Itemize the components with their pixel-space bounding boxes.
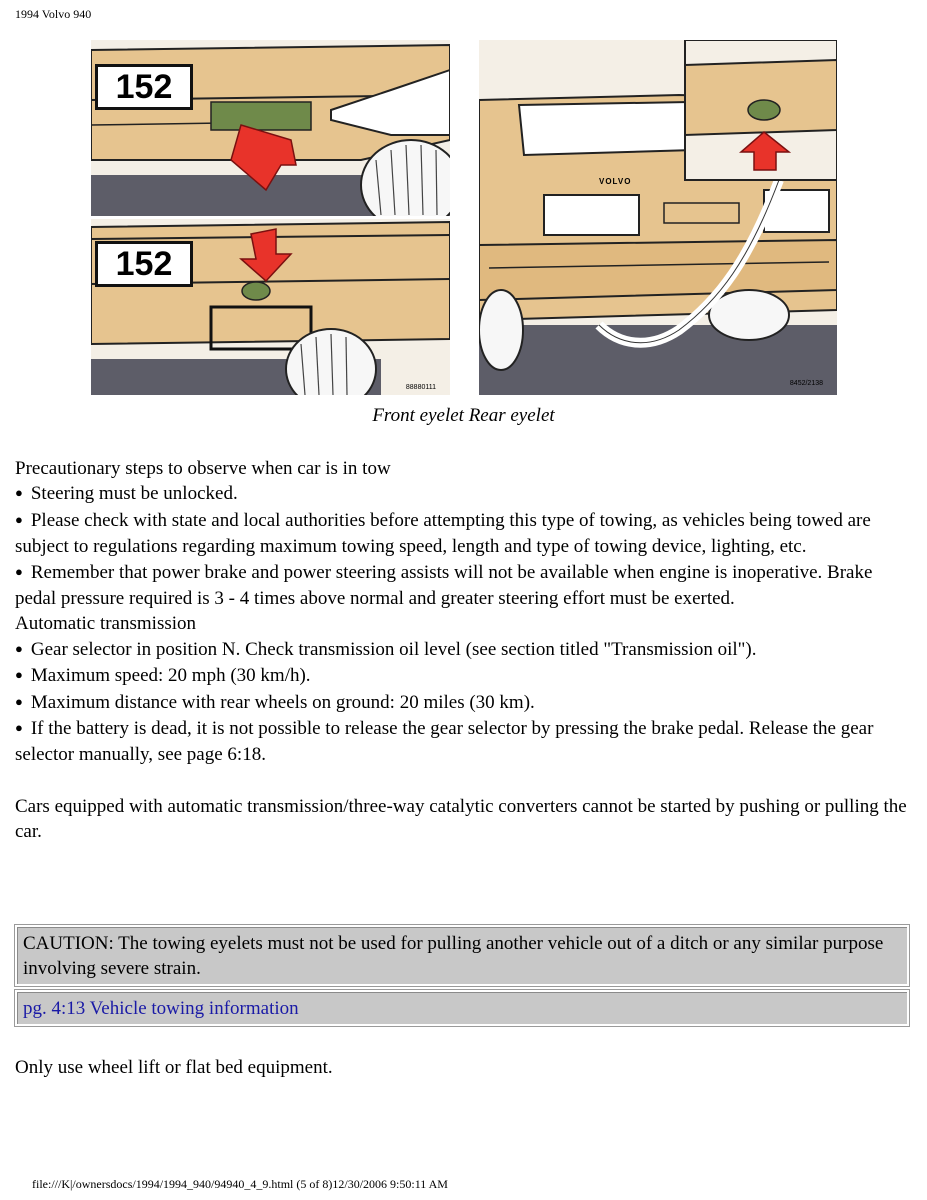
page-header: 1994 Volvo 940 (15, 7, 92, 21)
list-item: ● Please check with state and local authorities before attempting this type of towing, as vehicles being towed are subject to regulations regarding maximum towing speed, length and type of towing device, lighting, etc. (15, 508, 915, 560)
page-footer: file:///K|/ownersdocs/1994/1994_940/94940_4_9.html (5 of 8)12/30/2006 9:50:11 AM (32, 1177, 448, 1191)
front-eyelet-illustration-bottom (91, 219, 450, 395)
list-item: ● Steering must be unlocked. (15, 481, 915, 507)
list-item: ● Gear selector in position N. Check transmission oil level (see section titled "Transmission oil"). (15, 637, 915, 663)
caution-box (15, 925, 909, 986)
note-paragraph: Cars equipped with automatic transmission/three-way catalytic converters cannot be started by pushing or pulling the car. (15, 795, 907, 843)
towing-instructions (15, 456, 915, 845)
license-plate: 152 (95, 241, 193, 287)
list-item: ● Maximum speed: 20 mph (30 km/h). (15, 663, 915, 689)
list-item: ● If the battery is dead, it is not possible to release the gear selector by pressing the brake pedal. Release the gear selector manually, see page 6:18. (15, 716, 915, 768)
figure-code-rear: 8452/2138 (789, 380, 823, 387)
rear-eyelet-illustration (479, 40, 837, 395)
caution-text: CAUTION: The towing eyelets must not be used for pulling another vehicle out of a ditch or any similar purpose involving severe strain. (23, 933, 884, 980)
list-item: ● Remember that power brake and power steering assists will not be available when engine is inoperative. Brake pedal pressure required is 3 - 4 times above normal and greater steering effort must be exerted. (15, 560, 915, 612)
figure-caption: Front eyelet Rear eyelet (372, 405, 555, 426)
final-note: Only use wheel lift or flat bed equipment. (15, 1057, 333, 1078)
figure-code-front: 88880111 (405, 384, 436, 391)
list-item: ● Maximum distance with rear wheels on ground: 20 miles (30 km). (15, 690, 915, 716)
front-eyelet-illustration-top (91, 40, 450, 216)
section-subheading: Automatic transmission (15, 613, 197, 635)
license-plate: 152 (95, 64, 193, 110)
vehicle-towing-info-link[interactable]: pg. 4:13 Vehicle towing information (23, 998, 299, 1019)
link-box (15, 990, 909, 1026)
brand-badge: VOLVO (599, 177, 632, 186)
section-heading: Precautionary steps to observe when car is in tow (15, 458, 391, 479)
